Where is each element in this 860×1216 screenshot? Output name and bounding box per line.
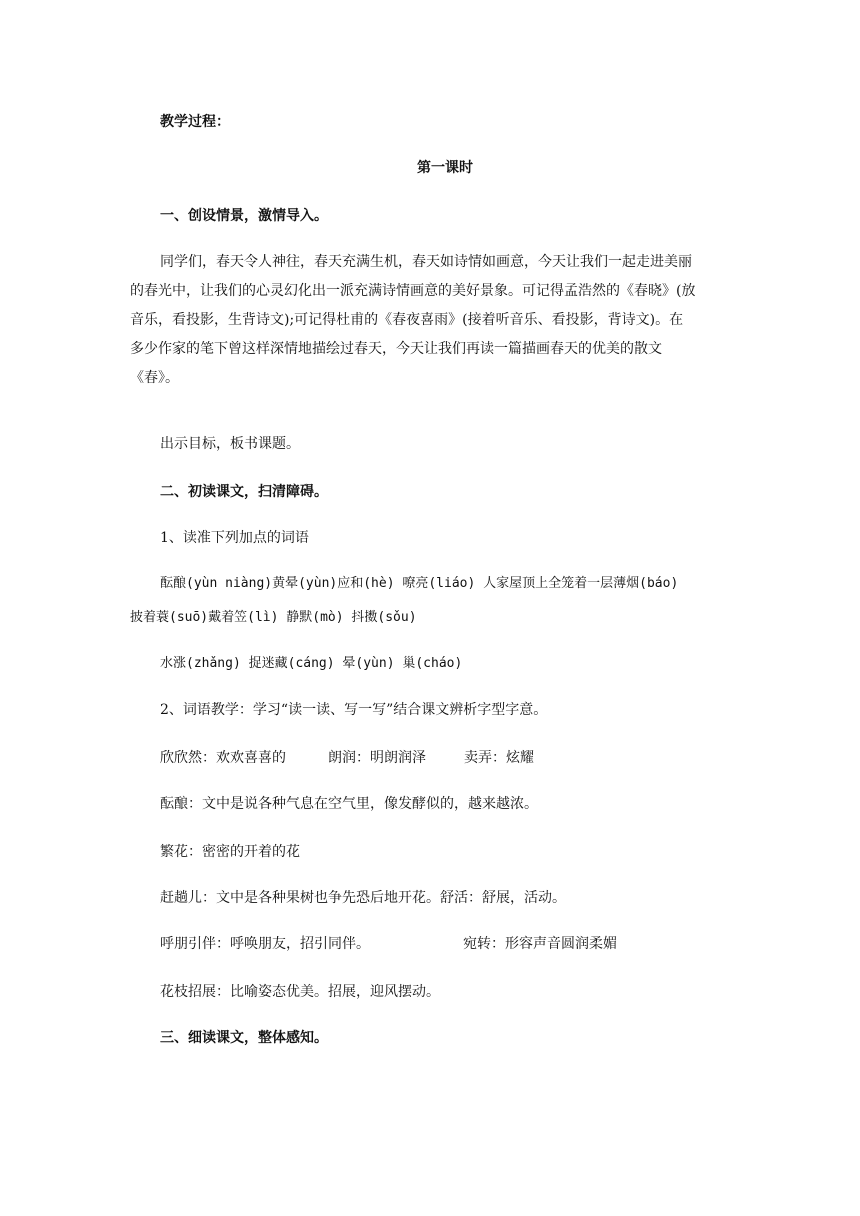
lesson-title: 第一课时 — [417, 160, 473, 176]
section1-title: 一、创设情景，激情导入。 — [160, 208, 328, 224]
def-wanzhuan: 宛转：形容声音圆润柔媚 — [463, 936, 617, 952]
words-line-1: 酝酿(yùn niàng)黄晕(yùn)应和(hè) 嘹亮(liáo) 人家屋顶上全笼着一层薄烟(báo) — [160, 576, 679, 591]
def-huazhizhaozhan: 花枝招展：比喻姿态优美。招展，迎风摆动。 — [160, 984, 440, 1000]
item1-title: 1、读准下列加点的词语 — [160, 530, 309, 546]
section1-note: 出示目标，板书课题。 — [160, 436, 300, 452]
def-ganqu-shuhuo: 赶趟儿：文中是各种果树也争先恐后地开花。舒活：舒展，活动。 — [160, 890, 566, 906]
def-xinxinran: 欣欣然：欢欢喜喜的 — [160, 750, 286, 766]
words-line-2: 披着蓑(suō)戴着笠(lì) 静默(mò) 抖擞(sǒu) — [130, 610, 417, 625]
paragraph-line: 同学们，春天令人神往，春天充满生机，春天如诗情如画意，今天让我们一起走进美丽 — [160, 254, 692, 270]
def-yunniang: 酝酿：文中是说各种气息在空气里，像发酵似的，越来越浓。 — [160, 796, 538, 812]
paragraph-line: 的春光中，让我们的心灵幻化出一派充满诗情画意的美好景象。可记得孟浩然的《春晓》(放 — [130, 283, 696, 299]
paragraph-line: 音乐，看投影，生背诗文);可记得杜甫的《春夜喜雨》(接着听音乐、看投影，背诗文)。在 — [130, 312, 684, 328]
paragraph-line: 《春》。 — [130, 370, 179, 386]
words-line-3: 水涨(zhǎng) 捉迷藏(cáng) 晕(yùn) 巢(cháo) — [160, 656, 463, 671]
section1-paragraph — [130, 248, 730, 393]
definition-row-1 — [160, 748, 770, 768]
paragraph-line: 多少作家的笔下曾这样深情地描绘过春天，今天让我们再读一篇描画春天的优美的散文 — [130, 341, 662, 357]
section3-title: 三、细读课文，整体感知。 — [160, 1030, 328, 1046]
item2-title: 2、词语教学：学习“读一读、写一写”结合课文辨析字型字意。 — [160, 702, 548, 718]
def-fanhua: 繁花：密密的开着的花 — [160, 844, 300, 860]
section2-title: 二、初读课文，扫清障碍。 — [160, 484, 328, 500]
def-langrun: 朗润：明朗润泽 — [328, 750, 426, 766]
teaching-process-heading: 教学过程： — [160, 114, 230, 130]
def-mainong: 卖弄：炫耀 — [464, 750, 534, 766]
def-hupengyinban: 呼朋引伴：呼唤朋友，招引同伴。 — [160, 936, 370, 952]
definition-row-hupeng — [160, 934, 770, 954]
